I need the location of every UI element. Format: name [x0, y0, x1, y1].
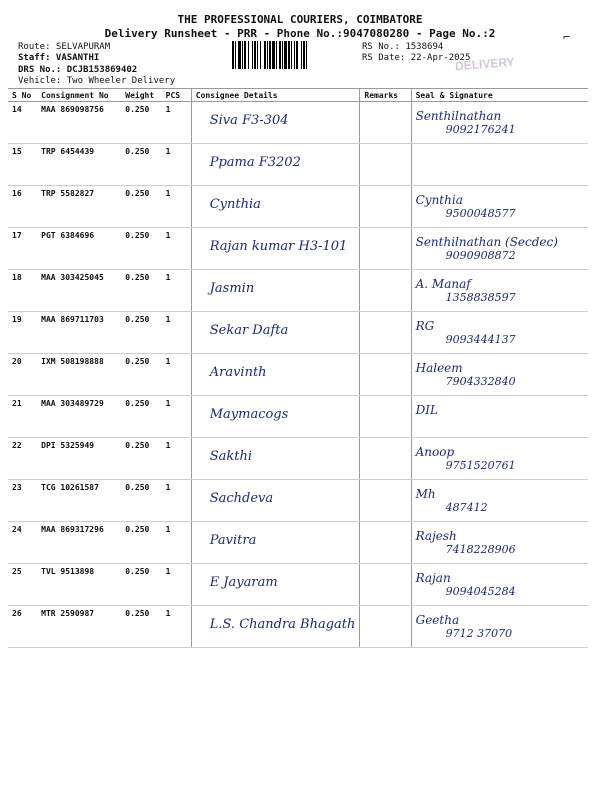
consignee-handwriting: E Jayaram — [209, 575, 278, 590]
row-sno: 18 — [8, 270, 37, 312]
signature-phone: 9500048577 — [445, 207, 516, 220]
table-row — [8, 144, 588, 186]
signature-phone: 7418228906 — [445, 543, 516, 556]
row-weight: 0.250 — [121, 354, 161, 396]
row-consignee-cell — [191, 354, 360, 396]
header-consignee: Consignee Details — [191, 89, 360, 102]
table-row — [8, 564, 588, 606]
signature-phone: 9094045284 — [445, 585, 516, 598]
table-row — [8, 102, 588, 144]
corner-mark: ⌐ — [563, 30, 571, 44]
row-consignment: MAA 303425045 — [37, 270, 121, 312]
signature-handwriting: DIL — [415, 403, 438, 417]
row-sno: 15 — [8, 144, 37, 186]
row-sno: 17 — [8, 228, 37, 270]
signature-phone: 9092176241 — [445, 123, 516, 136]
row-pcs: 1 — [162, 228, 192, 270]
signature-handwriting: Senthilnathan (Secdec) — [415, 235, 558, 249]
row-pcs: 1 — [162, 438, 192, 480]
row-consignment: TVL 9513898 — [37, 564, 121, 606]
row-weight: 0.250 — [121, 312, 161, 354]
signature-phone: 1358838597 — [445, 291, 516, 304]
row-consignee-cell — [191, 186, 360, 228]
consignee-handwriting: Ppama F3202 — [209, 155, 301, 170]
row-weight: 0.250 — [121, 102, 161, 144]
row-remarks — [360, 354, 411, 396]
consignee-handwriting: Rajan kumar H3-101 — [209, 239, 348, 254]
row-signature-cell — [411, 606, 588, 648]
row-consignee-cell — [191, 480, 360, 522]
signature-handwriting: A. Manaf — [415, 277, 471, 291]
row-pcs: 1 — [162, 312, 192, 354]
table-row — [8, 270, 588, 312]
row-sno: 25 — [8, 564, 37, 606]
consignee-handwriting: L.S. Chandra Bhagath — [209, 617, 356, 632]
row-consignee-cell — [191, 228, 360, 270]
row-remarks — [360, 270, 411, 312]
row-weight: 0.250 — [121, 228, 161, 270]
drs-number: DRS No.: DCJB153869402 — [18, 65, 138, 75]
row-pcs: 1 — [162, 354, 192, 396]
signature-handwriting: Senthilnathan — [415, 109, 502, 123]
consignee-handwriting: Aravinth — [209, 365, 267, 380]
row-remarks — [360, 144, 411, 186]
table-row — [8, 186, 588, 228]
row-signature-cell — [411, 354, 588, 396]
row-sno: 14 — [8, 102, 37, 144]
row-consignment: TRP 5582827 — [37, 186, 121, 228]
row-pcs: 1 — [162, 144, 192, 186]
row-consignment: TRP 6454439 — [37, 144, 121, 186]
signature-phone: 487412 — [445, 501, 488, 514]
runsheet-table — [8, 88, 588, 648]
row-weight: 0.250 — [121, 270, 161, 312]
row-remarks — [360, 522, 411, 564]
row-consignee-cell — [191, 270, 360, 312]
row-consignee-cell — [191, 312, 360, 354]
row-consignee-cell — [191, 564, 360, 606]
row-consignment: DPI 5325949 — [37, 438, 121, 480]
consignee-handwriting: Sachdeva — [209, 491, 274, 506]
consignee-handwriting: Siva F3-304 — [209, 113, 289, 128]
company-title: THE PROFESSIONAL COURIERS, COIMBATORE — [177, 13, 423, 26]
vehicle-label: Vehicle: Two Wheeler Delivery — [18, 76, 176, 86]
row-sno: 23 — [8, 480, 37, 522]
row-signature-cell — [411, 270, 588, 312]
row-signature-cell — [411, 144, 588, 186]
header-signature: Seal & Signature — [411, 89, 588, 102]
table-row — [8, 354, 588, 396]
row-consignment: MAA 869711703 — [37, 312, 121, 354]
row-consignee-cell — [191, 102, 360, 144]
row-pcs: 1 — [162, 396, 192, 438]
signature-phone: 9751520761 — [445, 459, 516, 472]
row-weight: 0.250 — [121, 186, 161, 228]
row-sno: 16 — [8, 186, 37, 228]
staff-label: Staff: VASANTHI — [18, 53, 100, 63]
signature-handwriting: Geetha — [415, 613, 460, 627]
header-pcs: PCS — [162, 89, 192, 102]
row-weight: 0.250 — [121, 606, 161, 648]
row-consignment: MAA 869317296 — [37, 522, 121, 564]
row-sno: 26 — [8, 606, 37, 648]
row-consignee-cell — [191, 396, 360, 438]
signature-phone: 9093444137 — [445, 333, 516, 346]
signature-phone: 7904332840 — [445, 375, 516, 388]
row-signature-cell — [411, 312, 588, 354]
consignee-handwriting: Sekar Dafta — [209, 323, 289, 338]
row-consignment: IXM 508198888 — [37, 354, 121, 396]
row-pcs: 1 — [162, 102, 192, 144]
barcode — [232, 41, 354, 69]
table-row — [8, 522, 588, 564]
header-sno: S No — [8, 89, 37, 102]
consignee-handwriting: Pavitra — [209, 533, 257, 548]
rs-date: RS Date: 22-Apr-2025 — [362, 53, 471, 63]
row-weight: 0.250 — [121, 438, 161, 480]
signature-phone: 9090908872 — [445, 249, 516, 262]
row-remarks — [360, 312, 411, 354]
route-label: Route: SELVAPURAM — [18, 42, 111, 52]
row-signature-cell — [411, 522, 588, 564]
row-sno: 20 — [8, 354, 37, 396]
row-pcs: 1 — [162, 480, 192, 522]
row-signature-cell — [411, 102, 588, 144]
header-consignment: Consignment No — [37, 89, 121, 102]
delivery-stamp: DELIVERY — [454, 54, 515, 74]
row-sno: 22 — [8, 438, 37, 480]
row-sno: 24 — [8, 522, 37, 564]
row-remarks — [360, 396, 411, 438]
row-pcs: 1 — [162, 522, 192, 564]
signature-handwriting: Rajesh — [415, 529, 457, 543]
row-signature-cell — [411, 396, 588, 438]
row-weight: 0.250 — [121, 522, 161, 564]
signature-handwriting: Cynthia — [415, 193, 463, 207]
table-row — [8, 396, 588, 438]
row-signature-cell — [411, 564, 588, 606]
row-remarks — [360, 438, 411, 480]
row-signature-cell — [411, 186, 588, 228]
row-signature-cell — [411, 228, 588, 270]
row-remarks — [360, 606, 411, 648]
row-weight: 0.250 — [121, 396, 161, 438]
row-signature-cell — [411, 480, 588, 522]
row-consignee-cell — [191, 144, 360, 186]
row-consignment: MAA 869098756 — [37, 102, 121, 144]
row-remarks — [360, 186, 411, 228]
consignee-handwriting: Sakthi — [209, 449, 253, 464]
table-header-row — [8, 89, 588, 102]
header-weight: Weight — [121, 89, 161, 102]
signature-handwriting: Rajan — [415, 571, 451, 585]
row-pcs: 1 — [162, 606, 192, 648]
barcode-bar — [307, 41, 309, 69]
table-row — [8, 606, 588, 648]
row-consignment: PGT 6384696 — [37, 228, 121, 270]
row-consignment: MAA 303489729 — [37, 396, 121, 438]
signature-phone: 9712 37070 — [445, 627, 513, 640]
row-consignment: TCG 10261587 — [37, 480, 121, 522]
row-weight: 0.250 — [121, 564, 161, 606]
row-consignment: MTR 2590987 — [37, 606, 121, 648]
row-remarks — [360, 102, 411, 144]
table-row — [8, 480, 588, 522]
signature-handwriting: Mh — [415, 487, 436, 501]
consignee-handwriting: Cynthia — [209, 197, 261, 212]
row-sno: 21 — [8, 396, 37, 438]
signature-handwriting: RG — [415, 319, 435, 333]
signature-handwriting: Haleem — [415, 361, 463, 375]
consignee-handwriting: Jasmin — [209, 281, 255, 296]
row-pcs: 1 — [162, 270, 192, 312]
row-weight: 0.250 — [121, 144, 161, 186]
table-row — [8, 312, 588, 354]
row-consignee-cell — [191, 606, 360, 648]
row-consignee-cell — [191, 522, 360, 564]
row-sno: 19 — [8, 312, 37, 354]
row-pcs: 1 — [162, 564, 192, 606]
consignee-handwriting: Maymacogs — [209, 407, 289, 422]
header-remarks: Remarks — [360, 89, 411, 102]
table-row — [8, 228, 588, 270]
runsheet-subtitle: Delivery Runsheet - PRR - Phone No.:9047080280 - Page No.:2 — [104, 27, 496, 40]
row-remarks — [360, 228, 411, 270]
row-consignee-cell — [191, 438, 360, 480]
signature-handwriting: Anoop — [415, 445, 455, 459]
row-pcs: 1 — [162, 186, 192, 228]
row-remarks — [360, 480, 411, 522]
table-row — [8, 438, 588, 480]
rs-number: RS No.: 1538694 — [362, 42, 444, 52]
row-signature-cell — [411, 438, 588, 480]
row-weight: 0.250 — [121, 480, 161, 522]
row-remarks — [360, 564, 411, 606]
